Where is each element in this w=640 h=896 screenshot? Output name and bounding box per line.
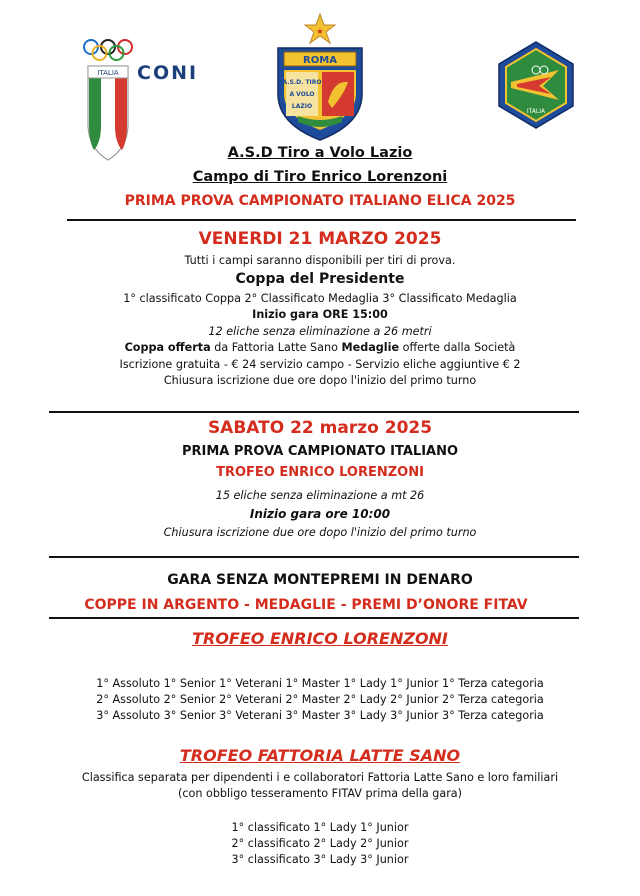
divider-1 <box>67 219 576 221</box>
friday-practice: Tutti i campi saranno disponibili per tiri di prova. <box>184 254 456 267</box>
roma-line3: LAZIO <box>291 103 313 110</box>
friday-cup: Coppa del Presidente <box>235 271 405 287</box>
no-money-label: GARA SENZA MONTEPREMI IN DENARO <box>167 572 473 588</box>
coni-label: CONI <box>137 62 199 84</box>
roma-club-crest <box>272 12 368 142</box>
saturday-closing: Chiusura iscrizione due ore dopo l'inizio del primo turno <box>163 526 477 539</box>
trophy-fattoria-row-2: 2° classificato 2° Lady 2° Junior <box>231 837 409 850</box>
saturday-format: 15 eliche senza eliminazione a mt 26 <box>215 489 425 502</box>
trophy-fattoria-row-1: 1° classificato 1° Lady 1° Junior <box>231 821 409 834</box>
friday-offer <box>0 341 640 354</box>
saturday-date: SABATO 22 marzo 2025 <box>207 418 433 438</box>
roma-line2: A VOLO <box>289 91 315 98</box>
trophy-lorenzoni-row-2: 2° Assoluto 2° Senior 2° Veterani 2° Master 2° Lady 2° Junior 2° Terza categoria <box>96 693 544 706</box>
friday-offer-mid: da Fattoria Latte Sano <box>210 341 342 354</box>
trophy-lorenzoni-row-3: 3° Assoluto 3° Senior 3° Veterani 3° Master 3° Lady 3° Junior 3° Terza categoria <box>96 709 544 722</box>
saturday-start: Inizio gara ore 10:00 <box>249 507 391 521</box>
friday-closing: Chiusura iscrizione due ore dopo l'inizio del primo turno <box>163 374 477 387</box>
friday-fees: Iscrizione gratuita - € 24 servizio campo - Servizio eliche aggiuntive € 2 <box>119 358 521 371</box>
trophy-lorenzoni-row-1: 1° Assoluto 1° Senior 1° Veterani 1° Master 1° Lady 1° Junior 1° Terza categoria <box>96 677 544 690</box>
divider-2 <box>49 411 579 413</box>
club-name: A.S.D Tiro a Volo Lazio <box>227 145 413 161</box>
friday-format: 12 eliche senza eliminazione a 26 metri <box>208 325 432 338</box>
friday-date: VENERDI 21 MARZO 2025 <box>198 229 442 249</box>
friday-start: Inizio gara ORE 15:00 <box>252 308 388 321</box>
event-title: PRIMA PROVA CAMPIONATO ITALIANO ELICA 2025 <box>124 193 516 209</box>
trophy-fattoria-row-3: 3° classificato 3° Lady 3° Junior <box>231 853 409 866</box>
friday-offer-medals: Medaglie <box>341 341 400 354</box>
fitav-crest <box>497 40 575 130</box>
fitav-italia-text: ITALIA <box>526 108 546 115</box>
divider-4 <box>49 617 579 619</box>
roma-line1: A.S.D. TIRO <box>282 79 322 86</box>
roma-label: ROMA <box>303 55 337 66</box>
italia-shield-text: ITALIA <box>97 69 119 77</box>
trophy-fattoria-title: TROFEO FATTORIA LATTE SANO <box>179 746 461 765</box>
prize-types: COPPE IN ARGENTO - MEDAGLIE - PREMI D’ONORE FITAV <box>84 597 528 613</box>
divider-3 <box>49 556 579 558</box>
svg-text:★: ★ <box>316 27 324 36</box>
field-name: Campo di Tiro Enrico Lorenzoni <box>192 169 448 185</box>
olympic-rings-icon <box>82 38 134 62</box>
friday-offer-end: offerte dalla Società <box>399 341 516 354</box>
friday-offer-cup: Coppa offerta <box>124 341 211 354</box>
coni-logo <box>82 38 199 130</box>
logo-row <box>0 0 640 150</box>
saturday-event: PRIMA PROVA CAMPIONATO ITALIANO <box>181 444 459 459</box>
trophy-fattoria-desc-2: (con obbligo tesseramento FITAV prima della gara) <box>177 787 463 800</box>
saturday-trophy: TROFEO ENRICO LORENZONI <box>216 465 424 480</box>
trophy-fattoria-desc-1: Classifica separata per dipendenti i e collaboratori Fattoria Latte Sano e loro familiari <box>81 771 559 784</box>
friday-prizes: 1° classificato Coppa 2° Classificato Medaglia 3° Classificato Medaglia <box>123 292 517 305</box>
trophy-lorenzoni-title: TROFEO ENRICO LORENZONI <box>192 629 448 648</box>
